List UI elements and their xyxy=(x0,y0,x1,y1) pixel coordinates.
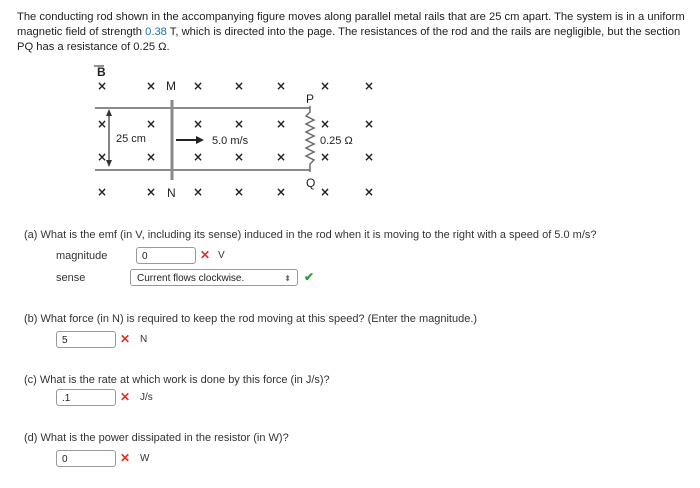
speed-label: 5.0 m/s xyxy=(212,135,249,147)
spacing-arrow-head-top xyxy=(106,109,112,116)
field-cross: × xyxy=(320,150,331,164)
magnitude-label: magnitude xyxy=(56,250,108,262)
rod-rails-figure xyxy=(80,62,400,202)
label-m: M xyxy=(166,79,176,93)
field-cross: × xyxy=(364,79,375,93)
field-cross: × xyxy=(193,117,204,131)
field-cross: × xyxy=(320,117,331,131)
field-cross: × xyxy=(234,79,245,93)
field-cross: × xyxy=(364,150,375,164)
resistance-label: 0.25 Ω xyxy=(320,135,353,147)
power-input[interactable]: 0 xyxy=(56,450,116,467)
field-cross: × xyxy=(234,117,245,131)
spacing-label: 25 cm xyxy=(116,133,146,145)
wrong-mark-icon: ✕ xyxy=(120,390,131,404)
field-cross: × xyxy=(364,185,375,199)
question-a: (a) What is the emf (in V, including its sense) induced in the rod when it is moving to the right with a speed of 5.0 m/s? xyxy=(24,229,597,241)
force-unit: N xyxy=(140,334,148,345)
field-cross: × xyxy=(146,117,157,131)
b-field-label: B xyxy=(97,65,106,79)
field-cross: × xyxy=(146,150,157,164)
field-cross: × xyxy=(320,79,331,93)
question-d: (d) What is the power dissipated in the resistor (in W)? xyxy=(24,432,289,444)
field-cross: × xyxy=(276,79,287,93)
field-cross: × xyxy=(276,185,287,199)
field-cross: × xyxy=(193,79,204,93)
field-cross: × xyxy=(364,117,375,131)
work-rate-unit: J/s xyxy=(140,392,153,403)
field-cross: × xyxy=(193,185,204,199)
work-rate-input[interactable]: .1 xyxy=(56,389,116,406)
force-input[interactable]: 5 xyxy=(56,331,116,348)
field-cross: × xyxy=(276,150,287,164)
magnitude-input[interactable]: 0 xyxy=(136,247,196,264)
field-cross: × xyxy=(276,117,287,131)
correct-mark-icon: ✔ xyxy=(304,270,315,284)
problem-text-1: The conducting rod shown in the accompanying figure moves along parallel metal rails that are 25 cm apart. The system is in a uniform magnetic field of strength xyxy=(17,11,685,38)
field-cross: × xyxy=(97,117,108,131)
field-cross: × xyxy=(234,150,245,164)
label-q: Q xyxy=(306,176,316,190)
magnitude-unit: V xyxy=(218,250,225,261)
sense-select[interactable] xyxy=(130,269,298,286)
field-cross: × xyxy=(234,185,245,199)
velocity-arrow-head xyxy=(196,136,204,144)
question-c: (c) What is the rate at which work is done by this force (in J/s)? xyxy=(24,374,330,386)
resistor-pq xyxy=(306,106,314,172)
field-strength-value: 0.38 xyxy=(145,26,167,38)
field-cross: × xyxy=(97,79,108,93)
field-cross: × xyxy=(97,185,108,199)
field-cross: × xyxy=(146,185,157,199)
label-p: P xyxy=(306,92,315,106)
select-arrows-icon: ⬍ xyxy=(284,274,291,283)
question-b: (b) What force (in N) is required to keep the rod moving at this speed? (Enter the magnitude.) xyxy=(24,313,478,325)
problem-statement xyxy=(17,10,689,55)
field-cross: × xyxy=(193,150,204,164)
wrong-mark-icon: ✕ xyxy=(120,332,131,346)
sense-selected-value: Current flows clockwise. xyxy=(137,273,245,284)
field-cross: × xyxy=(146,79,157,93)
field-cross: × xyxy=(320,185,331,199)
field-cross: × xyxy=(97,150,108,164)
label-n: N xyxy=(167,186,176,200)
wrong-mark-icon: ✕ xyxy=(120,451,131,465)
power-unit: W xyxy=(140,453,150,464)
sense-label: sense xyxy=(56,272,86,284)
problem-text-2: T, which is directed into the page. The resistances of the rod and the rails are negligible, but the section PQ has a resistance of 0.25 Ω. xyxy=(17,26,681,53)
wrong-mark-icon: ✕ xyxy=(200,248,211,262)
